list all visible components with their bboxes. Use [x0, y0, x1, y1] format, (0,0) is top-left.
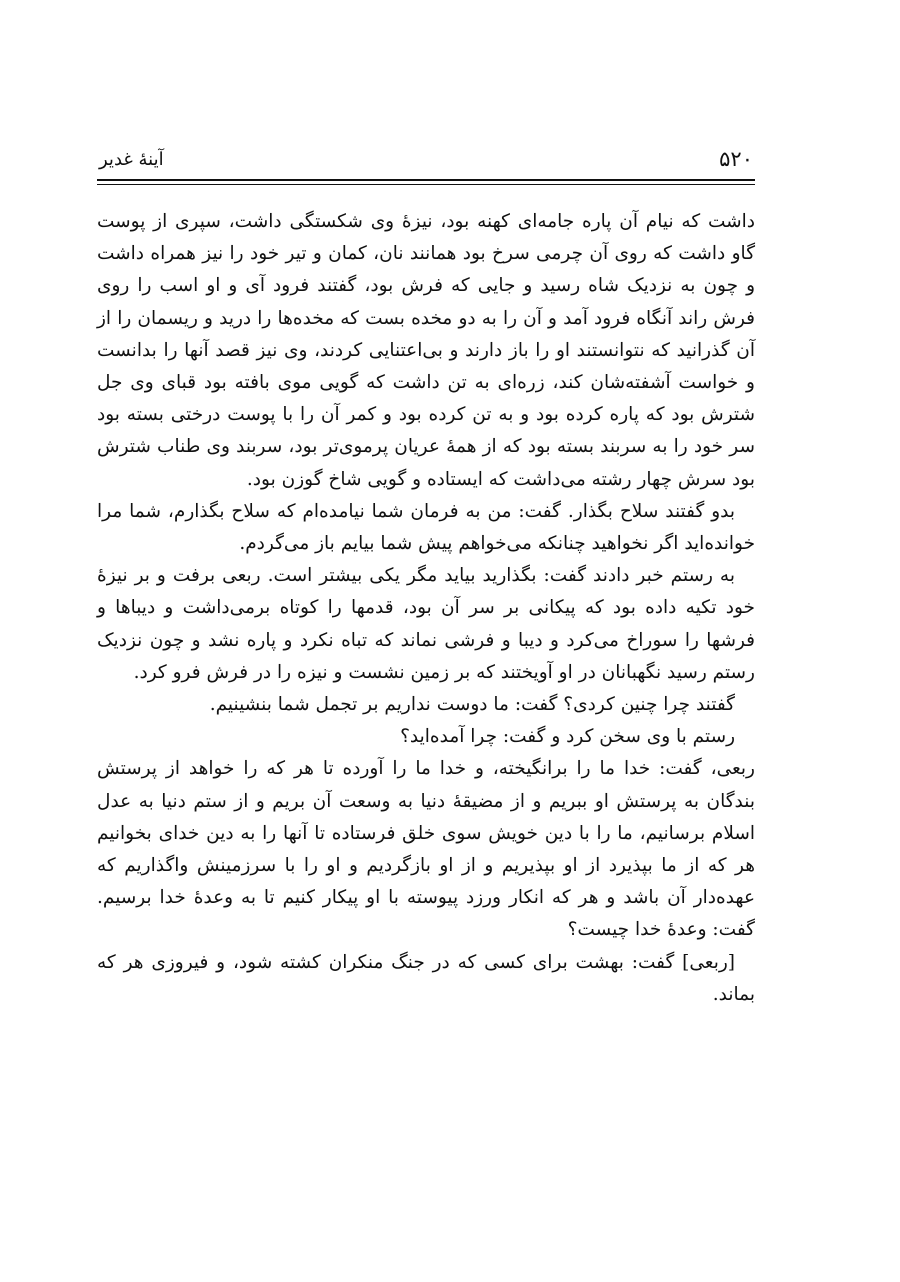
page-header: [97, 146, 755, 178]
header-rule-thick: [97, 179, 755, 181]
paragraph: [ربعی] گفت: بهشت برای کسی که در جنگ منکران کشته شود، و فیروزی هر که بماند.: [97, 951, 755, 1005]
paragraph: داشت که نیام آن پاره جامه‌ای کهنه بود، نیزهٔ وی شکستگی داشت، سپری از پوست گاو داشت که روی آن چرمی سرخ بود همانند نان، کمان و تیر خود را نیز همراه داشت و چون به نزدیک شاه رسید و جایی که فرش بود، گفتند فرود آی و او اسب را روی فرش راند آنگاه فرود آمد و آن را به دو مخده بست که مخده‌ها را درید و ریسمان را از آن گذرانید که نتوانستند او را باز دارند و بی‌اعتنایی کردند، وی نیز قصد آنها را بدانست و خواست آشفته‌شان کند، زره‌ای به تن داشت که گویی موی بافته بود قبای وی جل شترش بود که پاره کرده بود و به تن کرده بود و کمر آن را با پوست درختی بسته بود سر خود را به سربند بسته بود که از همهٔ عریان پرموی‌تر بود، سربند وی طناب شترش بود سرش چهار رشته می‌داشت که ایستاده و گویی شاخ گوزن بود.: [97, 211, 755, 490]
paragraph: گفتند چرا چنین کردی؟ گفت: ما دوست نداریم بر تجمل شما بنشینیم.: [209, 694, 735, 716]
running-title: آینهٔ غدیر: [99, 149, 164, 170]
body-text: [97, 206, 755, 1011]
page-number: ۵۲۰: [719, 147, 753, 171]
paragraph: رستم با وی سخن کرد و گفت: چرا آمده‌اید؟: [400, 726, 735, 748]
paragraph: بدو گفتند سلاح بگذار. گفت: من به فرمان شما نیامده‌ام که سلاح بگذارم، شما مرا خوانده‌اید اگر نخواهید چنانکه می‌خواهم پیش شما بیایم باز می‌گردم.: [97, 500, 755, 555]
paragraph: ربعی، گفت: خدا ما را برانگیخته، و خدا ما را آورده تا هر که را خواهد از پرستش بندگان به پرستش او ببریم و از مضیقهٔ دنیا به وسعت آن بریم و از ستم دنیا به عدل اسلام برسانیم، ما را با دین خویش سوی خلق فرستاده تا آنها را به دین خدای بخوانیم هر که از ما بپذیرد از او بپذیریم و از او بازگردیم و او را با سرزمینش واگذاریم که عهده‌دار آن باشد و هر که انکار ورزد پیوسته با او پیکار کنیم تا به وعدهٔ خدا برسیم. گفت: وعدهٔ خدا چیست؟: [97, 758, 755, 941]
header-rule-thin: [97, 184, 755, 185]
paragraph: به رستم خبر دادند گفت: بگذارید بیاید مگر یکی بیشتر است. ربعی برفت و بر نیزهٔ خود تکیه داده بود که پیکانی بر سر آن بود، قدمها را کوتاه برمی‌داشت و دیباها و فرشها را سوراخ می‌کرد و دیبا و فرشی نماند که تباه نکرد و پاره نشد و چون نزدیک رستم رسید نگهبانان در او آویختند که بر زمین نشست و نیزه را در فرش فرو کرد.: [97, 565, 755, 683]
